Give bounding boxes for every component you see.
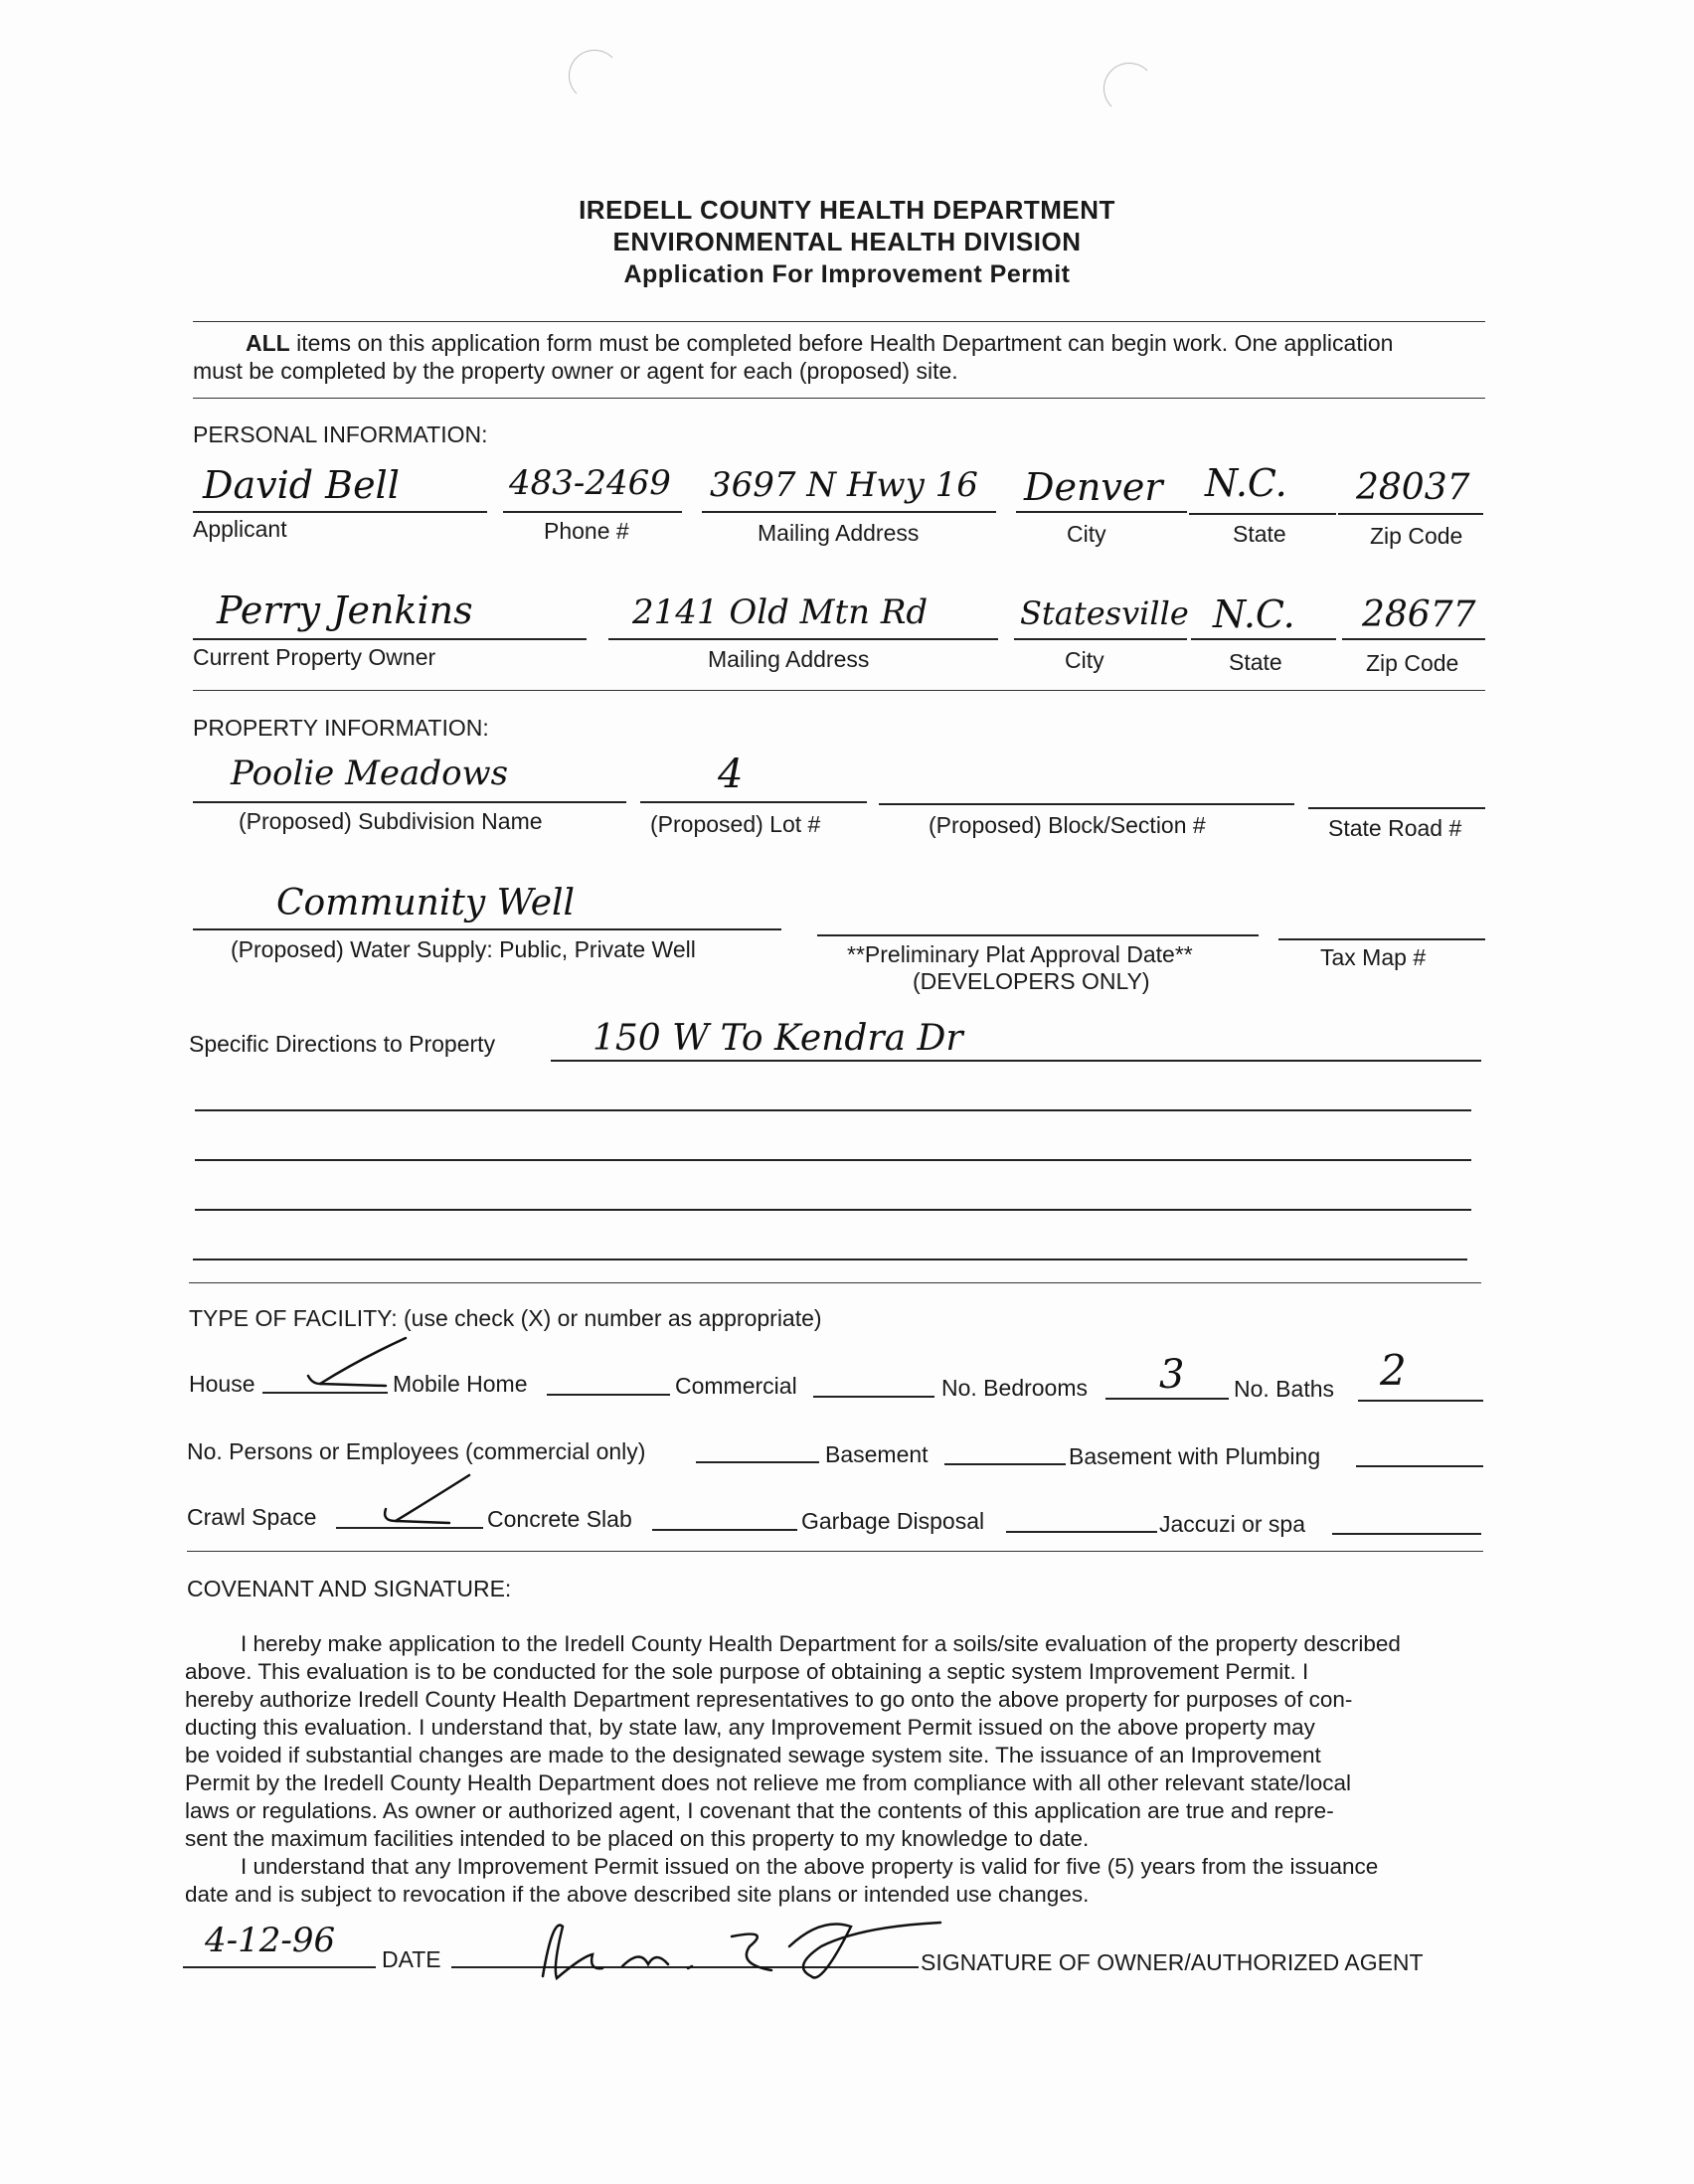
applicant-city-value[interactable]: Denver [1024, 465, 1163, 509]
plat-developers-label: (DEVELOPERS ONLY) [913, 968, 1150, 994]
subdivision-label: (Proposed) Subdivision Name [239, 808, 543, 834]
applicant-state-value[interactable]: N.C. [1205, 461, 1287, 505]
intro-line-1 [246, 330, 1393, 357]
directions-line [195, 1209, 1471, 1211]
tax-map-label: Tax Map # [1320, 944, 1427, 970]
intro-rest: items on this application form must be completed before Health Department can begin work. One application [296, 330, 1394, 356]
covenant-line: ducting this evaluation. I understand that, by state law, any Improvement Permit issued on the above property may [185, 1715, 1315, 1740]
directions-line [193, 1259, 1467, 1260]
date-value[interactable]: 4-12-96 [205, 1921, 336, 1960]
owner-signature-mark[interactable] [523, 1907, 980, 1986]
lot-label: (Proposed) Lot # [650, 811, 821, 837]
covenant-line: be voided if substantial changes are made to the designated sewage system site. The issuance of an Improvement [185, 1743, 1321, 1767]
date-line [183, 1966, 376, 1968]
section-personal-heading: PERSONAL INFORMATION: [193, 421, 488, 447]
water-supply-value[interactable]: Community Well [276, 883, 576, 924]
owner-line [193, 638, 587, 640]
block-label: (Proposed) Block/Section # [929, 812, 1206, 838]
directions-value[interactable]: 150 W To Kendra Dr [593, 1018, 963, 1059]
covenant-line: above. This evaluation is to be conducted for the sole purpose of obtaining a septic system Improvement Permit. I [185, 1659, 1309, 1684]
owner-city-value[interactable]: Statesville [1020, 594, 1189, 632]
section-facility-heading: TYPE OF FACILITY: (use check (X) or number as appropriate) [189, 1305, 822, 1331]
directions-label: Specific Directions to Property [189, 1031, 496, 1057]
applicant-zip-value[interactable]: 28037 [1356, 467, 1470, 508]
covenant-line: hereby authorize Iredell County Health Department representatives to go onto the above property for purposes of con- [185, 1687, 1353, 1712]
phone-line [503, 511, 682, 513]
header-division: ENVIRONMENTAL HEALTH DIVISION [612, 227, 1082, 256]
jacuzzi-line [1332, 1533, 1481, 1535]
punch-hole-left [569, 50, 620, 101]
covenant-paragraph [185, 1630, 1475, 1909]
owner-state-line [1191, 638, 1336, 640]
directions-line [195, 1109, 1471, 1111]
plat-date-label: **Preliminary Plat Approval Date** [847, 941, 1193, 967]
intro-line-2: must be completed by the property owner or agent for each (proposed) site. [193, 358, 958, 384]
phone-label: Phone # [544, 518, 629, 544]
covenant-line: Permit by the Iredell County Health Department does not relieve me from compliance with all other relevant state/local [185, 1770, 1352, 1795]
owner-label: Current Property Owner [193, 644, 436, 670]
covenant-line: I hereby make application to the Iredell County Health Department for a soils/site evaluation of the property described [241, 1631, 1401, 1656]
intro-bold: ALL [246, 330, 290, 356]
persons-line [696, 1461, 819, 1463]
commercial-line [813, 1396, 934, 1398]
section-property-heading: PROPERTY INFORMATION: [193, 715, 489, 741]
owner-name-value[interactable]: Perry Jenkins [217, 588, 473, 632]
applicant-mailing-value[interactable]: 3697 N Hwy 16 [710, 465, 978, 505]
owner-state-value[interactable]: N.C. [1213, 592, 1295, 636]
basement-plumbing-line [1356, 1465, 1483, 1467]
zip-line [1338, 513, 1483, 515]
divider [193, 690, 1485, 691]
mailing-line [702, 511, 996, 513]
plat-date-line [817, 934, 1259, 936]
applicant-name-value[interactable]: David Bell [203, 463, 400, 507]
divider [193, 321, 1485, 322]
jacuzzi-label: Jaccuzi or spa [1159, 1511, 1306, 1537]
state-line [1189, 513, 1336, 515]
baths-label: No. Baths [1234, 1376, 1334, 1402]
house-label: House [189, 1371, 255, 1397]
city-label: City [1067, 521, 1106, 547]
header-form-title: Application For Improvement Permit [623, 260, 1071, 288]
bedrooms-label: No. Bedrooms [941, 1375, 1089, 1401]
zip-label: Zip Code [1370, 523, 1463, 549]
owner-mailing-value[interactable]: 2141 Old Mtn Rd [632, 592, 929, 632]
section-covenant-heading: COVENANT AND SIGNATURE: [187, 1576, 512, 1601]
bedrooms-value[interactable]: 3 [1159, 1352, 1185, 1398]
owner-zip-value[interactable]: 28677 [1362, 594, 1476, 635]
mobile-home-label: Mobile Home [393, 1371, 528, 1397]
tax-map-line [1278, 938, 1485, 940]
divider [193, 398, 1485, 399]
signature-label: SIGNATURE OF OWNER/AUTHORIZED AGENT [921, 1949, 1424, 1975]
mailing-label: Mailing Address [758, 520, 920, 546]
garbage-disposal-label: Garbage Disposal [801, 1508, 985, 1534]
state-label: State [1233, 521, 1286, 547]
commercial-label: Commercial [675, 1373, 797, 1399]
owner-state-label: State [1229, 649, 1282, 675]
owner-mailing-line [608, 638, 998, 640]
lot-value[interactable]: 4 [718, 752, 744, 797]
owner-zip-line [1342, 638, 1485, 640]
applicant-label: Applicant [193, 516, 287, 542]
covenant-line: laws or regulations. As owner or authorized agent, I covenant that the contents of this application are true and repre- [185, 1798, 1334, 1823]
block-line [879, 803, 1294, 805]
concrete-slab-label: Concrete Slab [487, 1506, 632, 1532]
covenant-line: date and is subject to revocation if the above described site plans or intended use changes. [185, 1882, 1090, 1907]
concrete-slab-line [652, 1529, 797, 1531]
divider [189, 1282, 1481, 1283]
owner-city-line [1014, 638, 1187, 640]
applicant-line [193, 511, 487, 513]
mobile-home-line [547, 1394, 670, 1396]
water-supply-label: (Proposed) Water Supply: Public, Private Well [231, 936, 696, 962]
date-label: DATE [382, 1946, 441, 1972]
city-line [1016, 511, 1187, 513]
directions-line [195, 1159, 1471, 1161]
directions-line [551, 1060, 1481, 1062]
garbage-disposal-line [1006, 1531, 1157, 1533]
covenant-line: sent the maximum facilities intended to be placed on this property to my knowledge to date. [185, 1826, 1090, 1851]
subdivision-value[interactable]: Poolie Meadows [231, 754, 509, 793]
owner-mailing-label: Mailing Address [708, 646, 870, 672]
baths-value[interactable]: 2 [1380, 1346, 1407, 1395]
header-department: IREDELL COUNTY HEALTH DEPARTMENT [579, 195, 1115, 225]
state-road-label: State Road # [1328, 815, 1462, 841]
basement-plumbing-label: Basement with Plumbing [1069, 1443, 1321, 1469]
owner-city-label: City [1065, 647, 1104, 673]
crawl-space-check-mark[interactable] [370, 1469, 479, 1529]
divider [187, 1551, 1483, 1552]
state-road-line [1308, 807, 1485, 809]
punch-hole-right [1103, 63, 1155, 114]
basement-label: Basement [825, 1441, 929, 1467]
covenant-line: I understand that any Improvement Permit issued on the above property is valid for five (5) years from the issuance [241, 1854, 1379, 1879]
lot-line [640, 801, 867, 803]
basement-line [944, 1463, 1066, 1465]
owner-zip-label: Zip Code [1366, 650, 1459, 676]
persons-label: No. Persons or Employees (commercial only) [187, 1438, 646, 1464]
crawl-space-label: Crawl Space [187, 1504, 317, 1530]
baths-line [1358, 1400, 1483, 1402]
bedrooms-line [1105, 1398, 1229, 1400]
water-supply-line [193, 928, 781, 930]
applicant-phone-value[interactable]: 483-2469 [509, 463, 671, 503]
subdivision-line [193, 801, 626, 803]
